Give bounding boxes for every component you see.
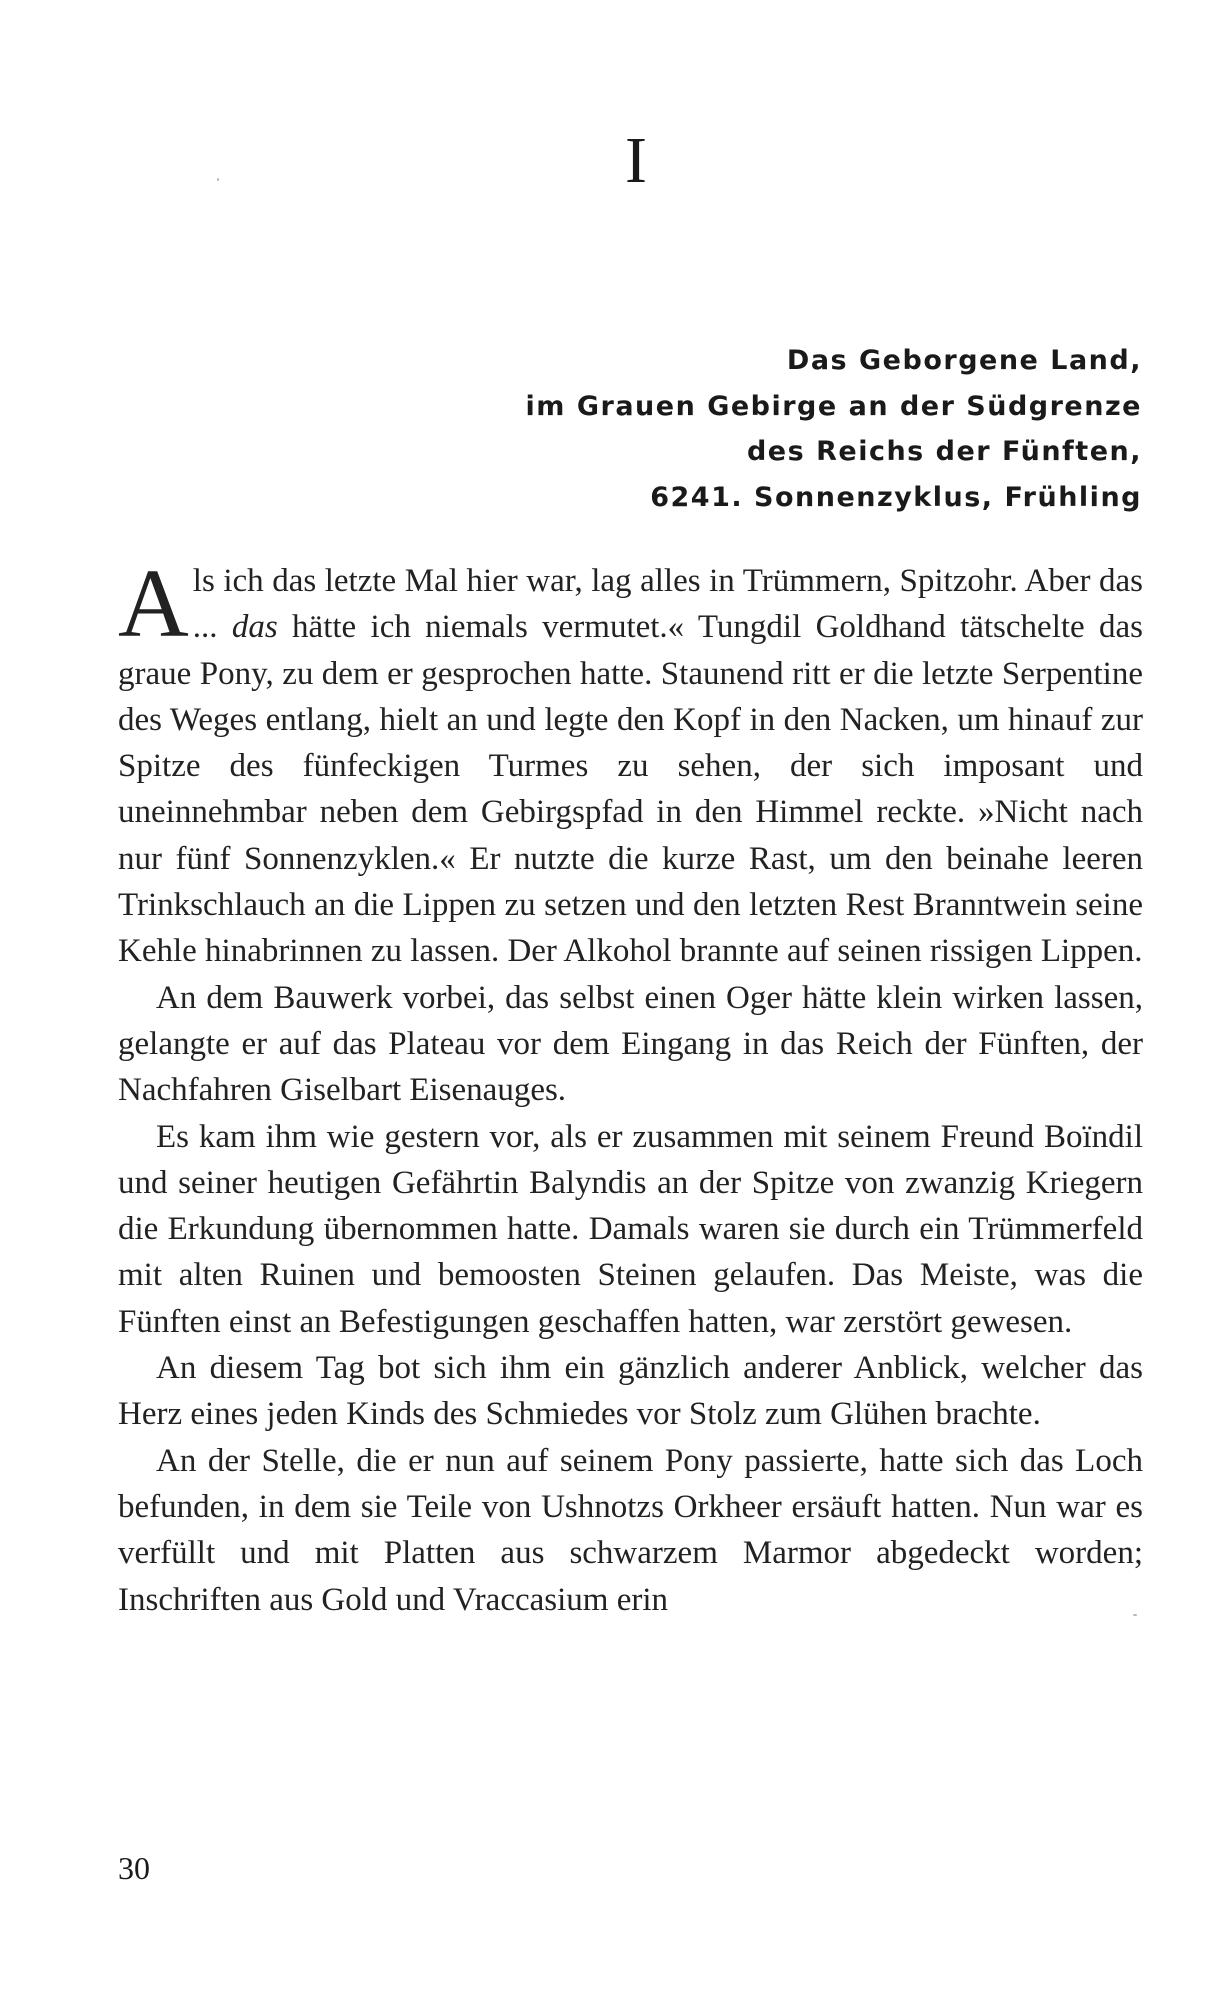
location-line: 6241. Sonnenzyklus, Frühling xyxy=(650,481,1142,513)
scan-speck xyxy=(1133,1614,1137,1616)
scan-speck xyxy=(217,178,219,181)
location-line: des Reichs der Fünften, xyxy=(746,436,1142,467)
paragraph-4: An diesem Tag bot sich ihm ein gänzlich anderer Anblick, welcher das Herz eines jeden Kinds des Schmiedes vor Stolz zum Glühen brachte. xyxy=(118,1350,1143,1433)
paragraph-1-text-end: hätte ich niemals vermutet.« Tungdil Goldhand tätschelte das graue Pony, zu dem er gesprochen hatte. Staunend ritt er die letzte Serpentine des Weges entlang, hielt an und legte den Kopf in den Nacken, um hinauf zur Spitze des fünfeckigen Turmes zu sehen, der sich imposant und uneinnehmbar neben dem Gebirgspfad in den Himmel reckte. »Nicht nach nur fünf Sonnenzyklen.« Er nutzte die kurze Rast, um den beinahe leeren Trinkschlauch an die Lippen zu setzen und den letzten Rest Branntwein seine Kehle hinabrinnen zu lassen. Der Alkohol brannte auf seinen rissigen Lippen. xyxy=(118,609,1144,970)
paragraph-3: Es kam ihm wie gestern vor, als er zusammen mit seinem Freund Boïndil und seiner heutigen Gefährtin Balyndis an der Spitze von zwanzig Kriegern die Erkundung übernommen hatte. Damals waren sie durch ein Trümmerfeld mit alten Ruinen und bemoosten Steinen gelaufen. Das Meiste, was die Fünften einst an Befestigungen geschaffen hatten, war zerstört gewesen. xyxy=(118,1118,1143,1340)
location-line: im Grauen Gebirge an der Südgrenze xyxy=(525,390,1142,422)
paragraph-1-text-start: ls ich das letzte Mal hier war, lag alles in Trümmern, Spitzohr. Aber das ... xyxy=(192,563,1143,646)
paragraph-5: An der Stelle, die er nun auf seinem Pony passierte, hatte sich das Loch befunden, in dem sie Teile von Ushnotzs Orkheer ersäuft hatten. Nun war es verfüllt und mit Platten aus schwarzem Marmor abgedeckt worden; Inschriften aus Gold und Vraccasium erin xyxy=(118,1442,1143,1618)
paragraph-1 xyxy=(118,550,1144,975)
location-line: Das Geborgene Land, xyxy=(786,345,1142,376)
page-number: 30 xyxy=(118,1850,150,1886)
paragraph-1-italic: das xyxy=(231,609,278,646)
chapter-location-heading xyxy=(342,338,1142,520)
chapter-number: I xyxy=(625,124,647,197)
body-text xyxy=(118,550,1144,1623)
paragraph-2: An dem Bauwerk vorbei, das selbst einen Oger hätte klein wirken lassen, gelangte er auf das Plateau vor dem Eingang in das Reich der Fünften, der Nachfahren Giselbart Eisenauges. xyxy=(118,979,1143,1109)
drop-cap: A xyxy=(118,550,189,658)
